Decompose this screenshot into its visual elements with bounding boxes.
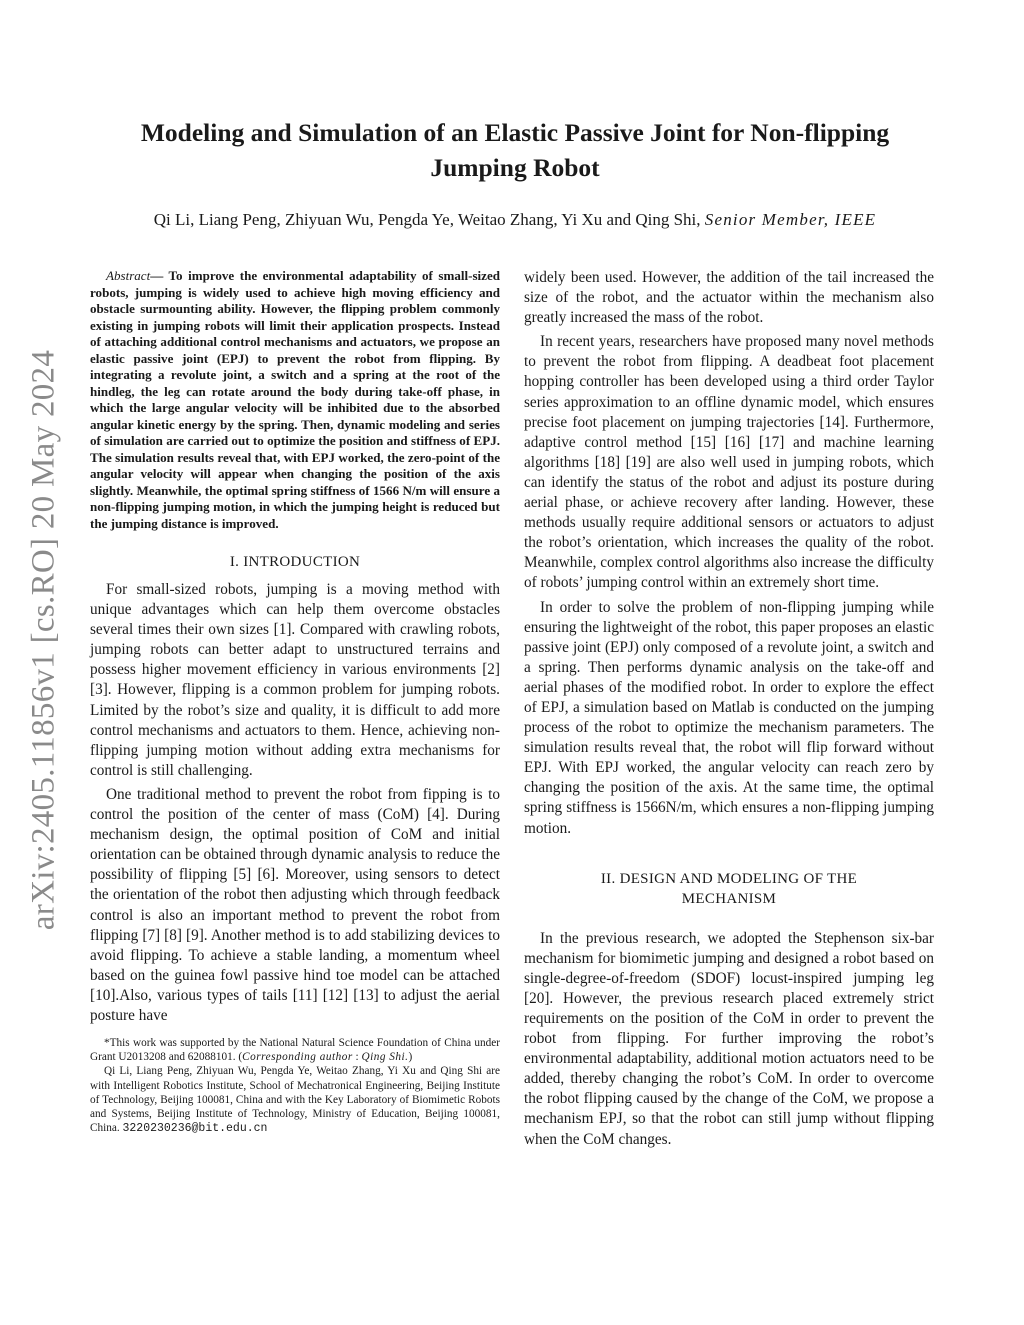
ieee-membership: Senior Member, IEEE [704, 210, 877, 229]
footnotes [90, 1036, 500, 1136]
affiliation-text: Qi Li, Liang Peng, Zhiyuan Wu, Pengda Ye, Weitao Zhang, Yi Xu and Qing Shi are with Intelligent Robotics Institute, School of Mechatronical Engineering, Beijing Institute of Technology, Beijing 100081, China and with the Key Laboratory of Biomimetic Robots and Systems, Beijing Institute of Technology, Ministry of Education, Beijing 100081, China. [90, 1065, 500, 1135]
affiliation-footnote [90, 1064, 500, 1136]
intro-paragraph-3: widely been used. However, the addition of the tail increased the size of the robot, and the actuator within the mechanism also greatly increased the mass of the robot. [524, 269, 934, 327]
corresponding-name: Qing Shi. [361, 1051, 409, 1064]
funding-footnote: *This work was supported by the National Natural Science Foundation of China under Grant U2013208 and 62088101. (Corresponding author : Qing Shi.) [90, 1037, 500, 1064]
arxiv-identifier[interactable]: arXiv:2405.11856v1 [cs.RO] 20 May 2024 [25, 349, 62, 931]
design-paragraph-1: In the previous research, we adopted the Stephenson six-bar mechanism for biomimetic jumping and designed a robot based on single-degree-of-freedom (SDOF) locust-inspired jumping leg [20]. However, the previous research placed extremely strict requirements on the position of the CoM in order to prevent the robot from flipping. For further improving the robot’s environmental adaptability, additional motion actuators need to be added, thereby changing the robot’s CoM. In order to overcome the robot flipping caused by the change of the CoM, we propose a mechanism EPJ, so that the robot can still jump without flipping when the CoM changes. [524, 929, 934, 1148]
section-heading-introduction: I. INTRODUCTION [229, 554, 361, 570]
section-heading-design [524, 869, 934, 909]
section-heading-design-line2: MECHANISM [681, 890, 777, 907]
author-list [80, 208, 950, 232]
author-names: Qi Li, Liang Peng, Zhiyuan Wu, Pengda Ye, Weitao Zhang, Yi Xu and Qing Shi, [153, 210, 701, 229]
abstract-text: — To improve the environmental adaptability of small-sized robots, jumping is widely used to achieve high moving efficiency and obstacle surmounting ability. However, the flipping problem commonly existing in jumping robots will limit their application prospects. Instead of attaching additional control mechanisms and actuators, we propose an elastic passive joint (EPJ) to prevent the robot from flipping. By integrating a revolute joint, a switch and a spring at the root of the hindleg, the leg can rotate around the body during take-off phase, in which the large angular velocity will be inhibited due to the absorbed angular kinetic energy by the spring. Then, dynamic modeling and series of simulation are carried out to optimize the position and stiffness of EPJ. The simulation results reveal that, with EPJ worked, the zero-point of the angular velocity will appear when changing the position of the axis slightly. Meanwhile, the optimal spring stiffness of 1566 N/m will ensure a non-flipping jumping motion, in which the jumping height is reduced but the jumping distance is improved. [90, 268, 500, 531]
intro-paragraph-4: In recent years, researchers have proposed many novel methods to prevent the robot from flipping. A deadbeat foot placement hopping controller has been developed using a third order Taylor series approximation to an offline dynamic model, which ensures precise foot placement on jumping trajectories [14]. Furthermore, adaptive control method [15] [16] [17] and machine learning algorithms [18] [19] are also well used in jumping robots, which can identify the status of the robot and adjust its posture during aerial phase, or achieve recovery after landing. However, these methods usually require additional sensors or actuators to adjust the robot’s orientation, which increases the quality of the robot. Meanwhile, complex control algorithms also increase the difficulty of robots’ jumping control within an extremely short time. [524, 333, 934, 592]
funding-text: *This work was supported by the National Natural Science Foundation of China under Grant U2013208 and 62088101. [90, 1037, 500, 1064]
author-email[interactable]: 3220230236@bit.edu.cn [122, 1122, 268, 1136]
corresponding-label: Corresponding author [242, 1051, 353, 1064]
paper-title: Modeling and Simulation of an Elastic Passive Joint for Non-flipping Jumping Robot [140, 118, 890, 182]
abstract-label: Abstract [106, 268, 151, 283]
intro-paragraph-5: In order to solve the problem of non-flipping jumping while ensuring the lightweight of the robot, this paper proposes an elastic passive joint (EPJ) only composed of a revolute joint, a switch and a spring. Then performs dynamic analysis on the take-off and aerial phases of the modified robot. In order to explore the effect of EPJ, a simulation based on Matlab is conducted on the jumping process of the robot to optimize the mechanism parameters. The simulation results reveal that, the robot will flip forward without EPJ. With EPJ worked, the angular velocity can reach zero by changing the position of the axis. At the same time, the optimal spring stiffness is 1566N/m, which ensures a non-flipping jumping motion. [524, 598, 934, 837]
section-heading-design-line1: II. DESIGN AND MODELING OF THE [600, 870, 858, 887]
abstract [90, 268, 500, 532]
intro-paragraph-2: One traditional method to prevent the robot from fipping is to control the position of the center of mass (CoM) [4]. During mechanism design, the optimal position of CoM and initial orientation can be obtained through dynamic analysis to reduce the possibility of flipping [5] [6]. Moreover, using sensors to detect the orientation of the robot then adjusting which through feedback control is also an important method to prevent the robot from flipping [7] [8] [9]. Another method is to add stabilizing devices to avoid flipping. To achieve a stable landing, a momentum wheel based on the guinea fowl passive hind toe model can be attached [10].Also, various types of tails [11] [12] [13] to adjust the aerial posture have [90, 785, 500, 1024]
left-column [90, 268, 500, 1136]
intro-paragraph-1: For small-sized robots, jumping is a moving method with unique advantages which can help them overcome obstacles several times their own sizes [1]. Compared with crawling robots, jumping robots can better adapt to unstructured terrains and possess higher movement efficiency in various environments [2] [3]. However, flipping is a common problem for jumping robots. Limited by the robot’s size and quality, it is difficult to add more control mechanisms and actuators to them. Hence, achieving non-flipping jumping motion without adding extra mechanisms for control is still challenging. [90, 581, 500, 779]
right-column [524, 268, 934, 1154]
